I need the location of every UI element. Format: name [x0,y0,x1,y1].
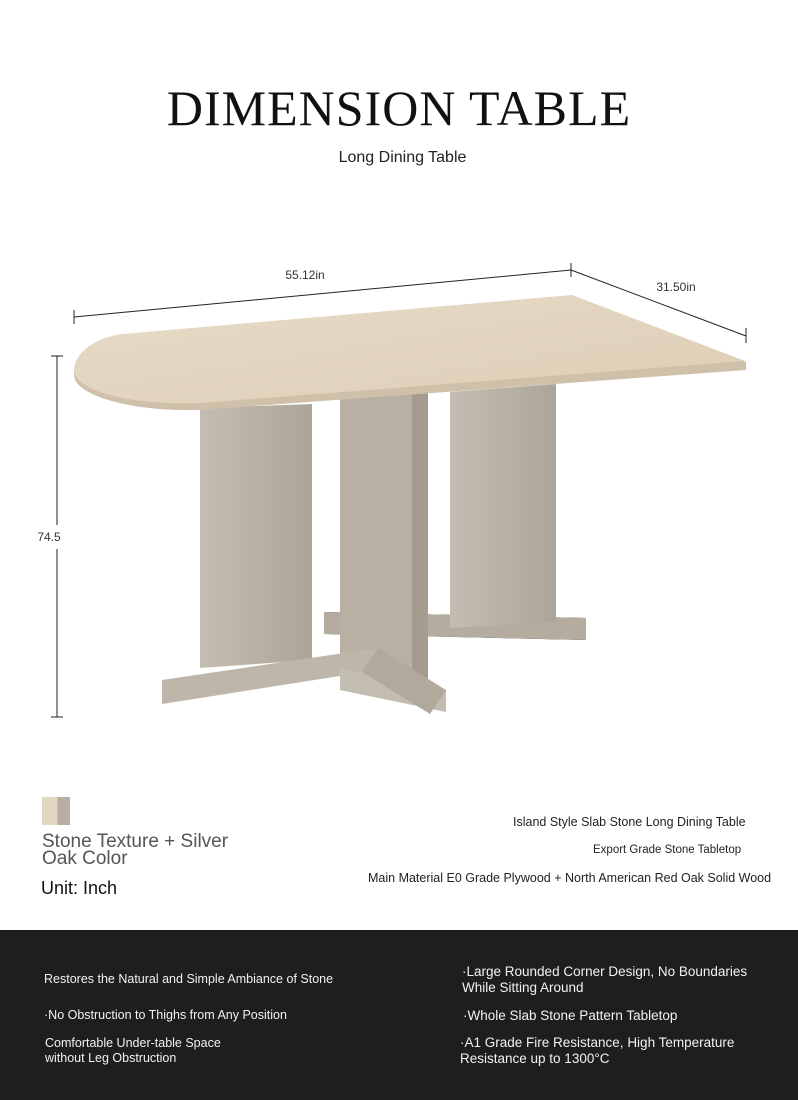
features-footer [0,930,798,1100]
feature-slab-tabletop: ·Whole Slab Stone Pattern Tabletop [463,1008,678,1023]
spec-line-2: Export Grade Stone Tabletop [593,844,742,856]
width-label: 31.50in [656,280,696,294]
feature-no-obstruction: ·No Obstruction to Thighs from Any Position [44,1008,287,1022]
feature-rounded-corner-line-2: While Sitting Around [462,980,584,995]
unit-label: Unit: Inch [41,878,118,898]
finish-description [42,833,282,867]
feature-under-table-line-2: without Leg Obstruction [45,1051,177,1065]
feature-under-table-line-1: Comfortable Under-table Space [45,1036,221,1050]
page-subtitle: Long Dining Table [338,149,467,166]
feature-under-table-space [45,1036,221,1066]
finish-line-2: Oak Color [42,848,128,869]
feature-fire-resistance-line-2: Resistance up to 1300°C [460,1051,610,1066]
page-title: DIMENSION TABLE [166,80,632,136]
height-label: 74.5 [37,530,61,544]
feature-rounded-corner-line-1: ·Large Rounded Corner Design, No Boundaries [462,964,748,979]
color-swatch [42,797,70,825]
spec-line-1: Island Style Slab Stone Long Dining Table [513,815,746,829]
feature-stone-ambiance: Restores the Natural and Simple Ambiance of Stone [44,972,334,986]
length-label: 55.12in [285,268,325,282]
spec-line-3: Main Material E0 Grade Plywood + North American Red Oak Solid Wood [368,871,772,885]
table-dimension-diagram [0,250,798,730]
table-top [74,295,746,410]
feature-fire-resistance [460,1035,734,1067]
feature-rounded-corner [462,964,747,996]
finish-line-1: Stone Texture + Silver [42,831,229,852]
table-base [162,384,586,714]
feature-fire-resistance-line-1: ·A1 Grade Fire Resistance, High Temperature [460,1035,735,1050]
